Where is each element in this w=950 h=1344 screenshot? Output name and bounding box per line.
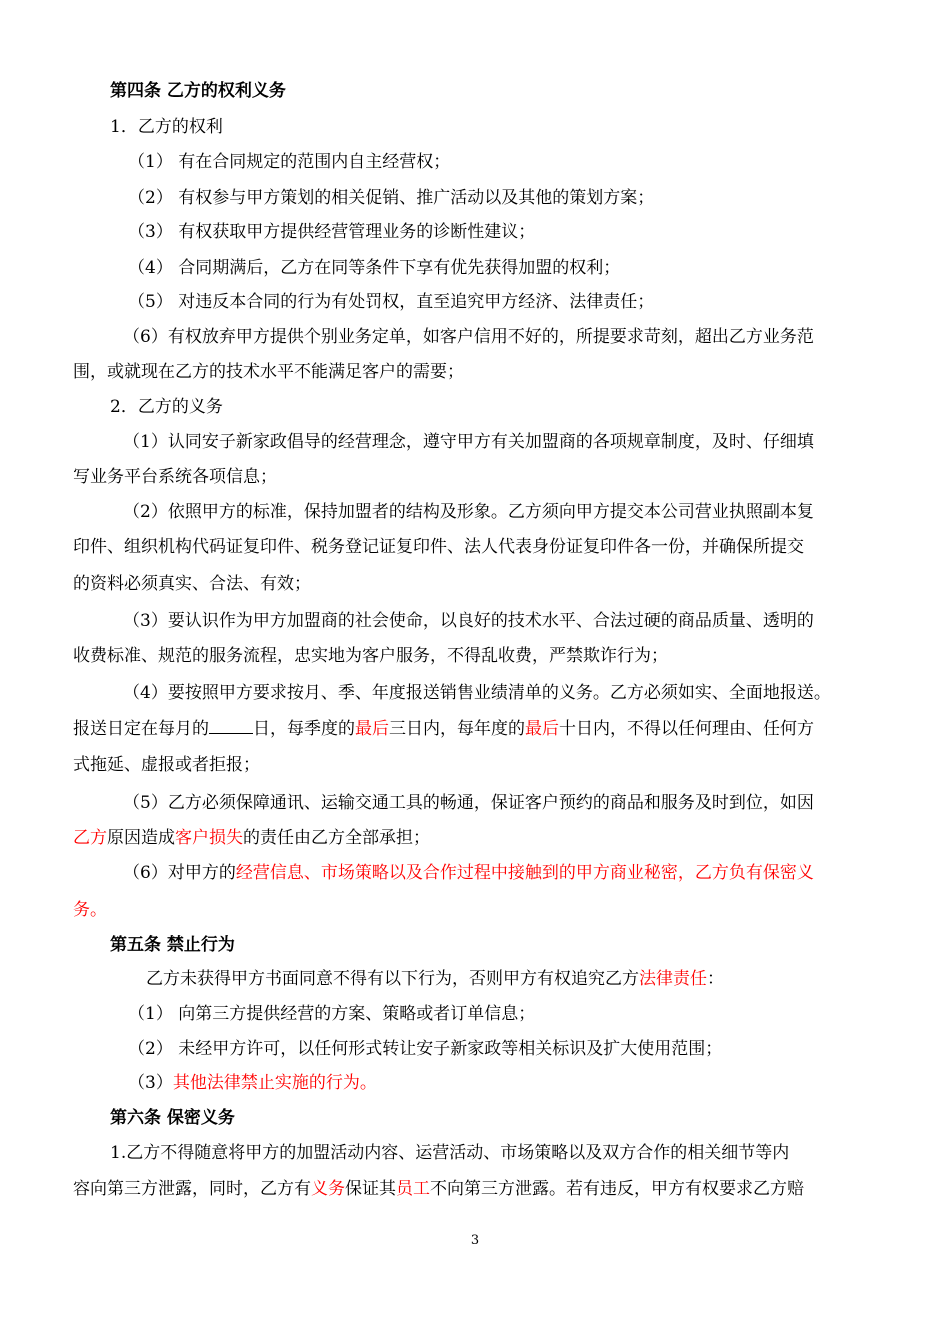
article4-heading: 第四条 乙方的权利义务: [110, 81, 286, 101]
duty-4-highlight-1: 最后: [355, 719, 389, 739]
right-item-3: （3） 有权获取甲方提供经营管理业务的诊断性建议；: [128, 222, 536, 242]
duties-title: 2．乙方的义务: [110, 397, 223, 417]
article5-heading: 第五条 禁止行为: [110, 935, 235, 955]
duty-4-text-c: 三日内，每年度的: [389, 719, 525, 739]
duty-item-6-line2: 务。: [73, 900, 107, 920]
duty-item-3-line2: 收费标准、规范的服务流程，忠实地为客户服务，不得乱收费，严禁欺诈行为；: [73, 646, 668, 666]
prohibited-3-number: （3）: [128, 1073, 173, 1093]
duty-6-highlight: 经营信息、市场策略以及合作过程中接触到的甲方商业秘密，乙方负有保密义: [235, 863, 814, 883]
right-item-6-line2: 围，或就现在乙方的技术水平不能满足客户的需要；: [73, 362, 464, 382]
duty-item-2-line1: （2）依照甲方的标准，保持加盟者的结构及形象。乙方须向甲方提交本公司营业执照副本复: [123, 502, 814, 522]
duty-5-text-a: 原因造成: [107, 828, 175, 848]
duty-4-text-a: 报送日定在每月的: [73, 719, 209, 739]
duty-6-text-a: （6）对甲方的: [123, 863, 236, 883]
article5-intro-end: ：: [707, 969, 724, 989]
duty-item-3-line1: （3）要认识作为甲方加盟商的社会使命，以良好的技术水平、合法过硬的商品质量、透明的: [123, 611, 814, 631]
duty-5-text-b: 的责任由乙方全部承担；: [243, 828, 430, 848]
article6-line1: 1.乙方不得随意将甲方的加盟活动内容、运营活动、市场策略以及双方合作的相关细节等内: [110, 1143, 790, 1163]
article6-text-c: 不向第三方泄露。若有违反，甲方有权要求乙方赔: [430, 1179, 804, 1199]
right-item-1: （1） 有在合同规定的范围内自主经营权；: [128, 152, 451, 172]
duty-item-2-line2: 印件、组织机构代码证复印件、税务登记证复印件、法人代表身份证复印件各一份，并确保所提交: [73, 537, 804, 557]
right-item-5: （5） 对违反本合同的行为有处罚权，直至追究甲方经济、法律责任；: [128, 292, 655, 312]
duty-item-4-line3: 式拖延、虚报或者拒报；: [73, 755, 260, 775]
fill-in-blank: [209, 717, 253, 734]
article6-line2: [73, 1177, 950, 1203]
article5-intro-highlight: 法律责任: [639, 969, 707, 989]
prohibited-item-2: （2） 未经甲方许可，以任何形式转让安子新家政等相关标识及扩大使用范围；: [128, 1039, 723, 1059]
duty-item-1-line2: 写业务平台系统各项信息；: [73, 467, 277, 487]
duty-4-highlight-2: 最后: [525, 719, 559, 739]
article6-heading: 第六条 保密义务: [110, 1108, 235, 1128]
duty-item-4-line1: （4）要按照甲方要求按月、季、年度报送销售业绩清单的义务。乙方必须如实、全面地报送。: [123, 683, 831, 703]
duty-item-6-line1: [123, 861, 950, 887]
right-item-2: （2） 有权参与甲方策划的相关促销、推广活动以及其他的策划方案；: [128, 188, 655, 208]
prohibited-item-1: （1） 向第三方提供经营的方案、策略或者订单信息；: [128, 1004, 536, 1024]
page-number: 3: [470, 1233, 480, 1248]
article5-intro-text: 乙方未获得甲方书面同意不得有以下行为，否则甲方有权追究乙方: [146, 969, 639, 989]
duty-5-highlight-2: 客户损失: [175, 828, 243, 848]
duty-5-highlight-1: 乙方: [73, 828, 107, 848]
rights-title: 1．乙方的权利: [110, 117, 223, 137]
article5-intro: [146, 967, 950, 993]
article6-text-b: 保证其: [345, 1179, 396, 1199]
duty-4-text-b: 日，每季度的: [253, 719, 355, 739]
article6-highlight-1: 义务: [311, 1179, 345, 1199]
duty-item-2-line3: 的资料必须真实、合法、有效；: [73, 574, 311, 594]
right-item-4: （4） 合同期满后，乙方在同等条件下享有优先获得加盟的权利；: [128, 258, 621, 278]
prohibited-3-highlight: 其他法律禁止实施的行为。: [172, 1073, 377, 1093]
duty-4-text-d: 十日内，不得以任何理由、任何方: [559, 719, 814, 739]
article6-highlight-2: 员工: [396, 1179, 430, 1199]
duty-item-1-line1: （1）认同安子新家政倡导的经营理念，遵守甲方有关加盟商的各项规章制度，及时、仔细填: [123, 432, 814, 452]
prohibited-item-3: [128, 1071, 950, 1097]
duty-item-4-line2: [73, 717, 950, 743]
duty-item-5-line1: （5）乙方必须保障通讯、运输交通工具的畅通，保证客户预约的商品和服务及时到位，如因: [123, 793, 814, 813]
duty-item-5-line2: [73, 826, 950, 852]
article6-text-a: 容向第三方泄露，同时，乙方有: [73, 1179, 311, 1199]
right-item-6-line1: （6）有权放弃甲方提供个别业务定单，如客户信用不好的，所提要求苛刻，超出乙方业务范: [123, 327, 814, 347]
